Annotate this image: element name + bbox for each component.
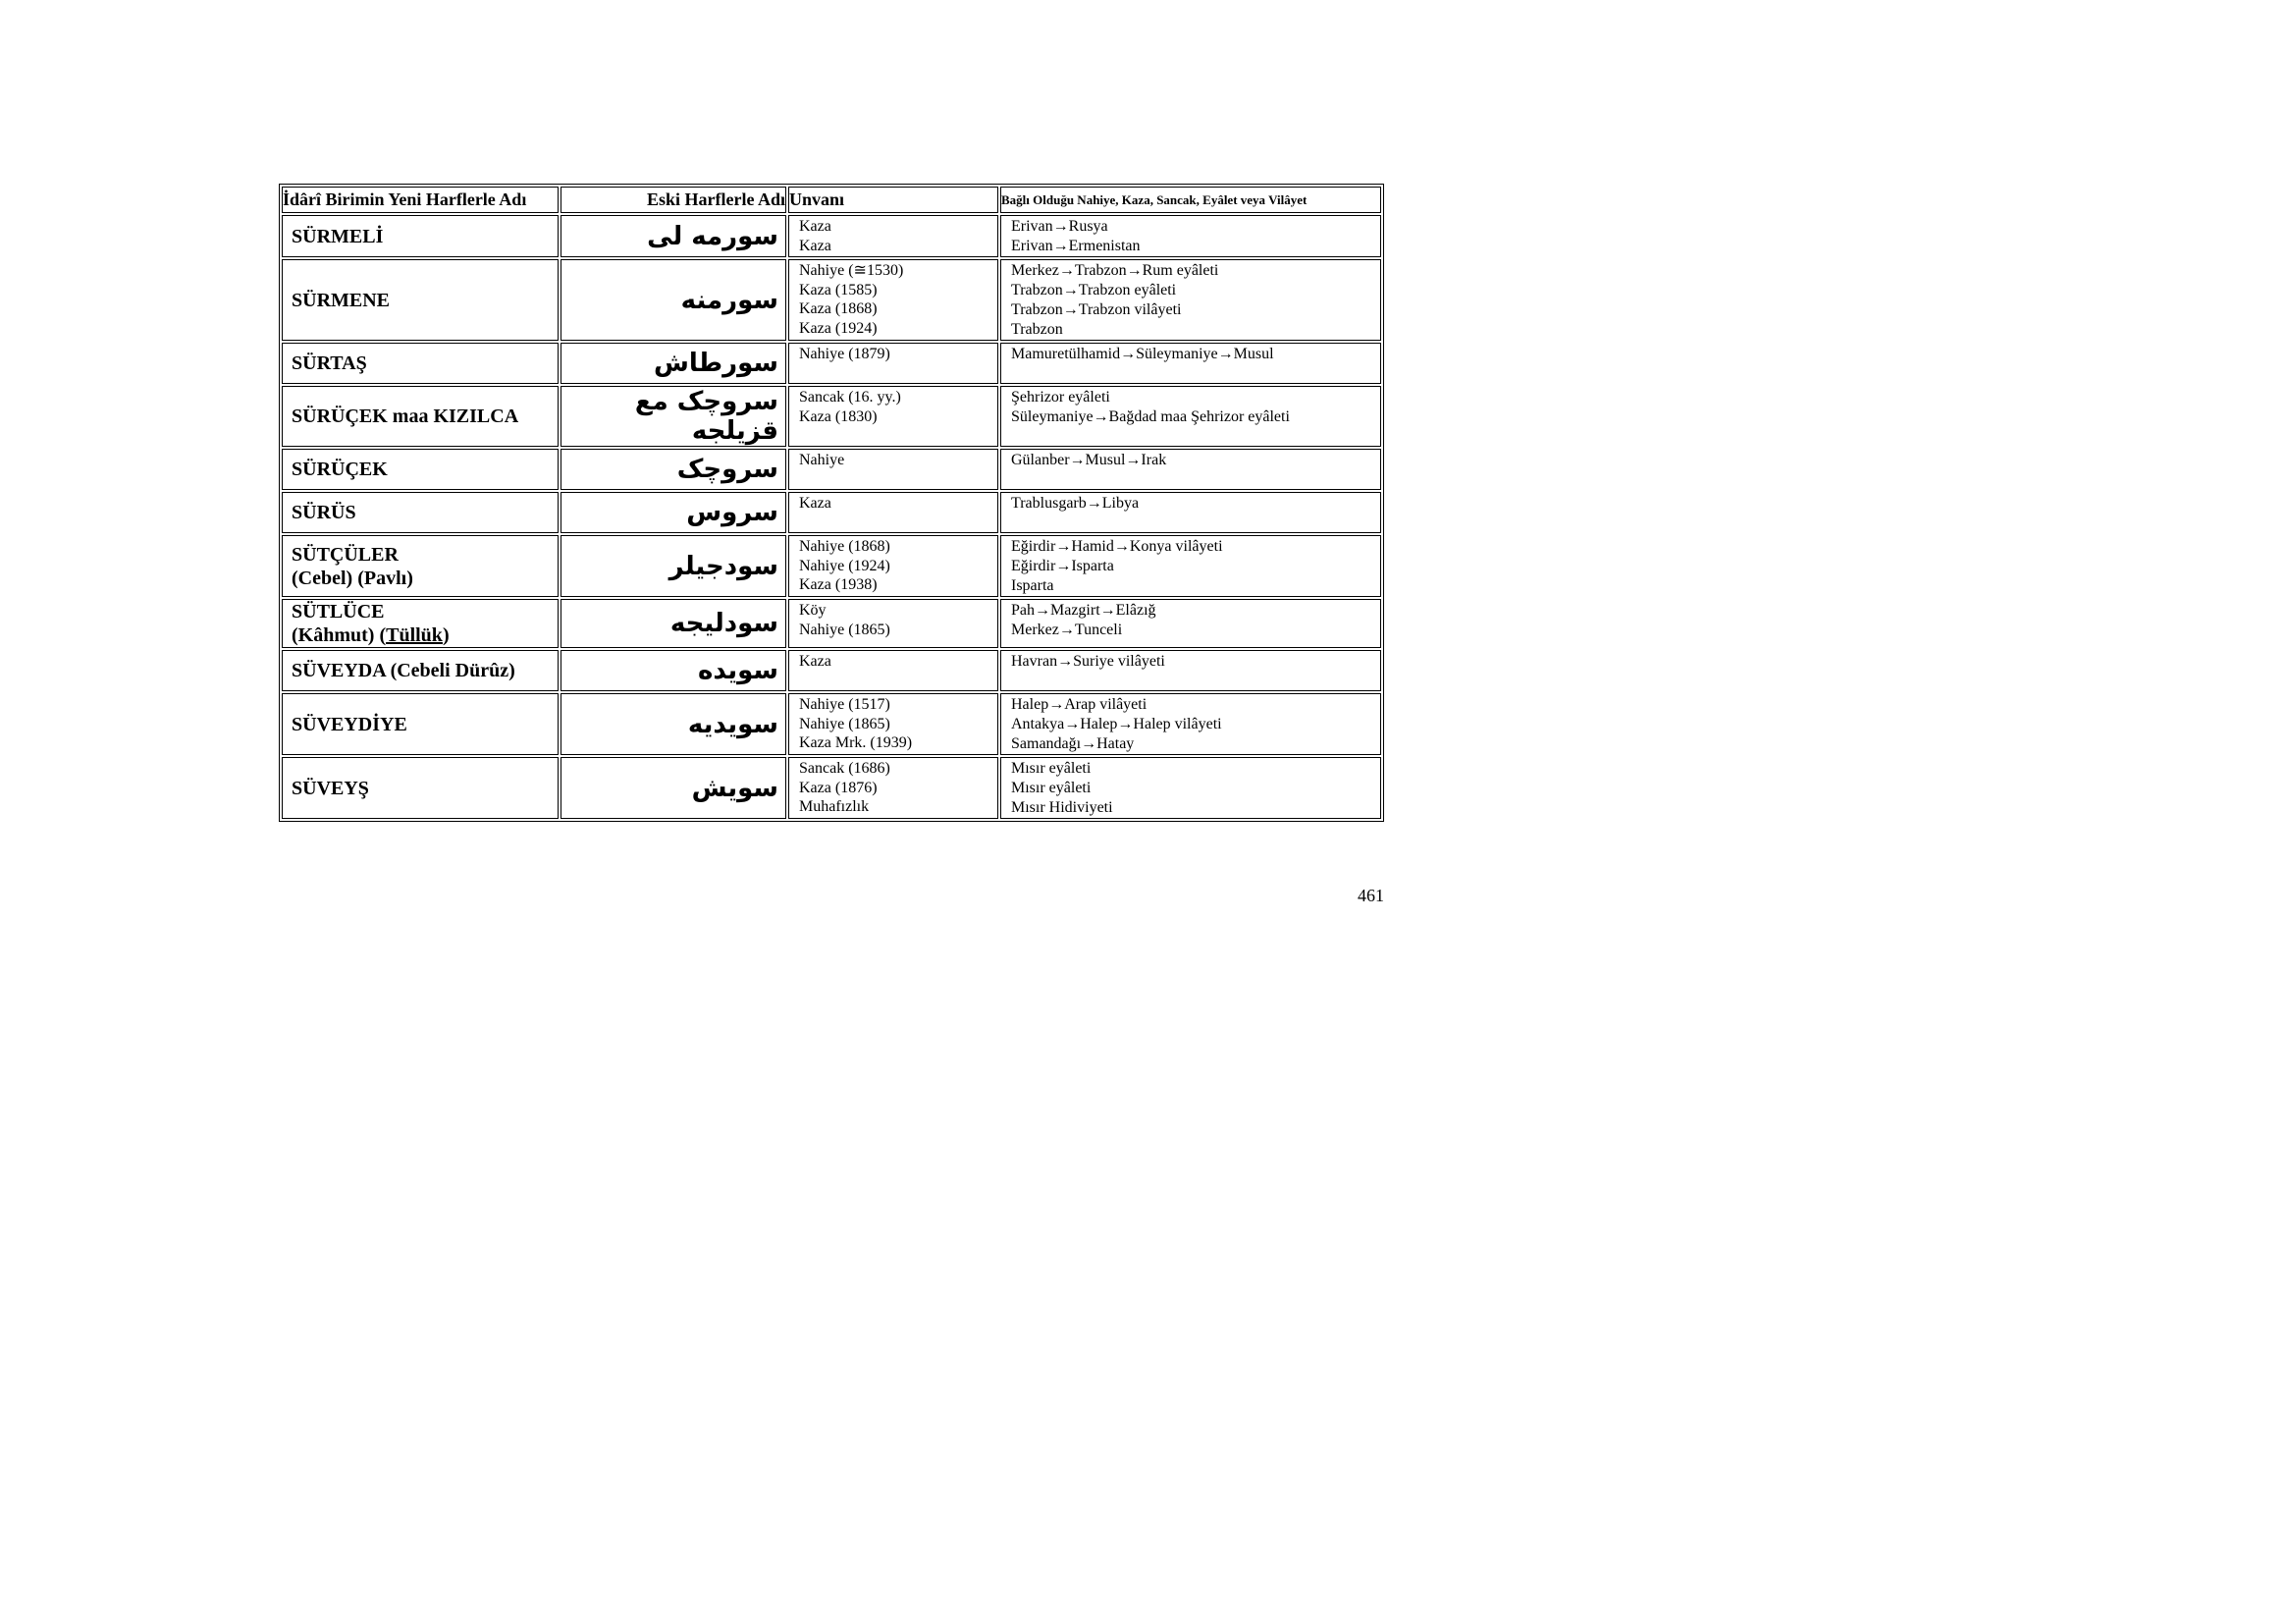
table-row (282, 492, 1381, 533)
bound-line: Erivan→Ermenistan (1011, 238, 1141, 254)
cell-bound-to (1000, 343, 1381, 384)
name-line: SÜVEYDA (Cebeli Dürûz) (292, 660, 515, 681)
name-line: SÜVEYŞ (292, 777, 369, 799)
bound-line: Mısır eyâleti (1011, 760, 1092, 777)
cell-bound-to (1000, 259, 1381, 341)
bound-line: Mısır eyâleti (1011, 780, 1092, 796)
bound-line: Merkez→Tunceli (1011, 622, 1123, 638)
ottoman-name: سودجيلر (668, 551, 778, 581)
cell-new-name (282, 492, 559, 533)
cell-new-name (282, 386, 559, 447)
cell-new-name (282, 757, 559, 819)
ottoman-name: سروچک مع قزيلجه (634, 387, 778, 446)
name-line: SÜTÇÜLER (292, 543, 399, 566)
bound-line: Mısır Hidiviyeti (1011, 799, 1113, 816)
cell-bound-to (1000, 535, 1381, 597)
bound-line: Süleymaniye→Bağdad maa Şehrizor eyâleti (1011, 408, 1290, 425)
cell-bound-to (1000, 492, 1381, 533)
cell-old-name (561, 757, 786, 819)
page-number: 461 (1358, 886, 1384, 905)
header-title: Unvanı (788, 187, 998, 213)
title-line: Kaza (1585) (799, 281, 878, 298)
title-line: Nahiye (1865) (799, 621, 890, 638)
name-line: SÜVEYDİYE (292, 713, 407, 735)
ottoman-name: سويديه (687, 709, 778, 739)
cell-old-name (561, 449, 786, 490)
title-line: Kaza (1924) (799, 319, 878, 337)
table-row (282, 757, 1381, 819)
cell-title (788, 259, 998, 341)
name-line: SÜRÜÇEK (292, 459, 388, 480)
cell-new-name (282, 215, 559, 257)
table-row (282, 215, 1381, 257)
cell-new-name (282, 535, 559, 597)
ottoman-name: سويده (698, 656, 778, 685)
cell-new-name (282, 599, 559, 648)
name-line: SÜRMENE (292, 289, 391, 311)
cell-old-name (561, 259, 786, 341)
title-line: Kaza (799, 237, 831, 254)
title-line: Kaza (799, 653, 831, 670)
table-row (282, 449, 1381, 490)
cell-bound-to (1000, 693, 1381, 755)
bound-line: Trabzon→Trabzon vilâyeti (1011, 301, 1182, 318)
title-line: Kaza (1876) (799, 779, 878, 796)
cell-old-name (561, 215, 786, 257)
cell-title (788, 599, 998, 648)
cell-old-name (561, 650, 786, 691)
cell-new-name (282, 449, 559, 490)
cell-title (788, 757, 998, 819)
table-row (282, 259, 1381, 341)
bound-line: Halep→Arap vilâyeti (1011, 696, 1148, 713)
cell-title (788, 693, 998, 755)
bound-line: Gülanber→Musul→Irak (1011, 452, 1167, 468)
cell-new-name (282, 693, 559, 755)
bound-line: Trablusgarb→Libya (1011, 495, 1140, 512)
title-line: Nahiye (1517) (799, 696, 890, 713)
title-line: Nahiye (≅1530) (799, 262, 904, 279)
cell-title (788, 343, 998, 384)
ottoman-name: سروچک (676, 455, 778, 484)
bound-line: Erivan→Rusya (1011, 218, 1108, 235)
title-line: Köy (799, 602, 827, 619)
cell-title (788, 215, 998, 257)
bound-line: Pah→Mazgirt→Elâzığ (1011, 602, 1156, 619)
cell-bound-to (1000, 386, 1381, 447)
title-line: Sancak (16. yy.) (799, 389, 901, 406)
ottoman-name: سورمنه (680, 285, 778, 315)
name-underlined-part: Tüllük (386, 624, 443, 646)
ottoman-name: سروس (686, 498, 778, 527)
cell-old-name (561, 599, 786, 648)
title-line: Nahiye (1879) (799, 346, 890, 362)
bound-line: Isparta (1011, 577, 1054, 594)
bound-line: Mamuretülhamid→Süleymaniye→Musul (1011, 346, 1274, 362)
cell-new-name (282, 343, 559, 384)
cell-old-name (561, 693, 786, 755)
cell-title (788, 535, 998, 597)
title-line: Kaza (1830) (799, 407, 878, 425)
cell-old-name (561, 492, 786, 533)
cell-new-name (282, 650, 559, 691)
table-header-row (282, 187, 1381, 213)
cell-title (788, 492, 998, 533)
bound-line: Antakya→Halep→Halep vilâyeti (1011, 716, 1222, 732)
name-part: (Kâhmut) ( (292, 624, 387, 646)
bound-line: Samandağı→Hatay (1011, 735, 1135, 752)
title-line: Nahiye (1924) (799, 557, 890, 574)
cell-title (788, 650, 998, 691)
cell-old-name (561, 386, 786, 447)
name-line: SÜRMELİ (292, 225, 384, 247)
table-row (282, 386, 1381, 447)
bound-line: Şehrizor eyâleti (1011, 389, 1110, 406)
header-old-name: Eski Harflerle Adı (561, 187, 786, 213)
title-line: Muhafızlık (799, 798, 870, 815)
bound-line: Merkez→Trabzon→Rum eyâleti (1011, 262, 1219, 279)
title-line: Kaza (799, 495, 831, 512)
header-bound-to: Bağlı Olduğu Nahiye, Kaza, Sancak, Eyâlet veya Vilâyet (1000, 187, 1381, 213)
bound-line: Eğirdir→Hamid→Konya vilâyeti (1011, 538, 1223, 555)
title-line: Kaza Mrk. (1939) (799, 734, 913, 751)
cell-old-name (561, 343, 786, 384)
bound-line: Trabzon→Trabzon eyâleti (1011, 282, 1177, 298)
settlement-table (279, 184, 1384, 822)
title-line: Nahiye (1865) (799, 715, 890, 732)
cell-new-name (282, 259, 559, 341)
cell-bound-to (1000, 650, 1381, 691)
ottoman-name: سورمه لى (647, 221, 778, 251)
bound-line: Eğirdir→Isparta (1011, 558, 1114, 574)
title-line: Sancak (1686) (799, 760, 890, 777)
ottoman-name: سودليجه (669, 609, 778, 638)
title-line: Nahiye (1868) (799, 538, 890, 555)
name-line: SÜRÜS (292, 502, 356, 523)
cell-title (788, 449, 998, 490)
table-row (282, 535, 1381, 597)
title-line: Kaza (1938) (799, 576, 878, 593)
table-row (282, 343, 1381, 384)
title-line: Kaza (799, 218, 831, 235)
name-part: ) (442, 624, 450, 646)
title-line: Kaza (1868) (799, 300, 878, 317)
name-line: SÜRÜÇEK maa KIZILCA (292, 406, 519, 427)
name-line: SÜTLÜCE (292, 601, 385, 623)
title-line: Nahiye (799, 452, 845, 468)
ottoman-name: سويش (691, 773, 778, 803)
header-new-name: İdârî Birimin Yeni Harflerle Adı (282, 187, 559, 213)
cell-bound-to (1000, 449, 1381, 490)
cell-old-name (561, 535, 786, 597)
cell-bound-to (1000, 757, 1381, 819)
bound-line: Trabzon (1011, 321, 1063, 338)
cell-bound-to (1000, 599, 1381, 648)
ottoman-name: سورطاش (654, 349, 778, 378)
table-row (282, 693, 1381, 755)
cell-bound-to (1000, 215, 1381, 257)
name-line (292, 623, 558, 647)
table-row (282, 650, 1381, 691)
name-line: SÜRTAŞ (292, 352, 367, 374)
cell-title (788, 386, 998, 447)
name-line: (Cebel) (Pavlı) (292, 567, 413, 589)
table-row (282, 599, 1381, 648)
bound-line: Havran→Suriye vilâyeti (1011, 653, 1165, 670)
